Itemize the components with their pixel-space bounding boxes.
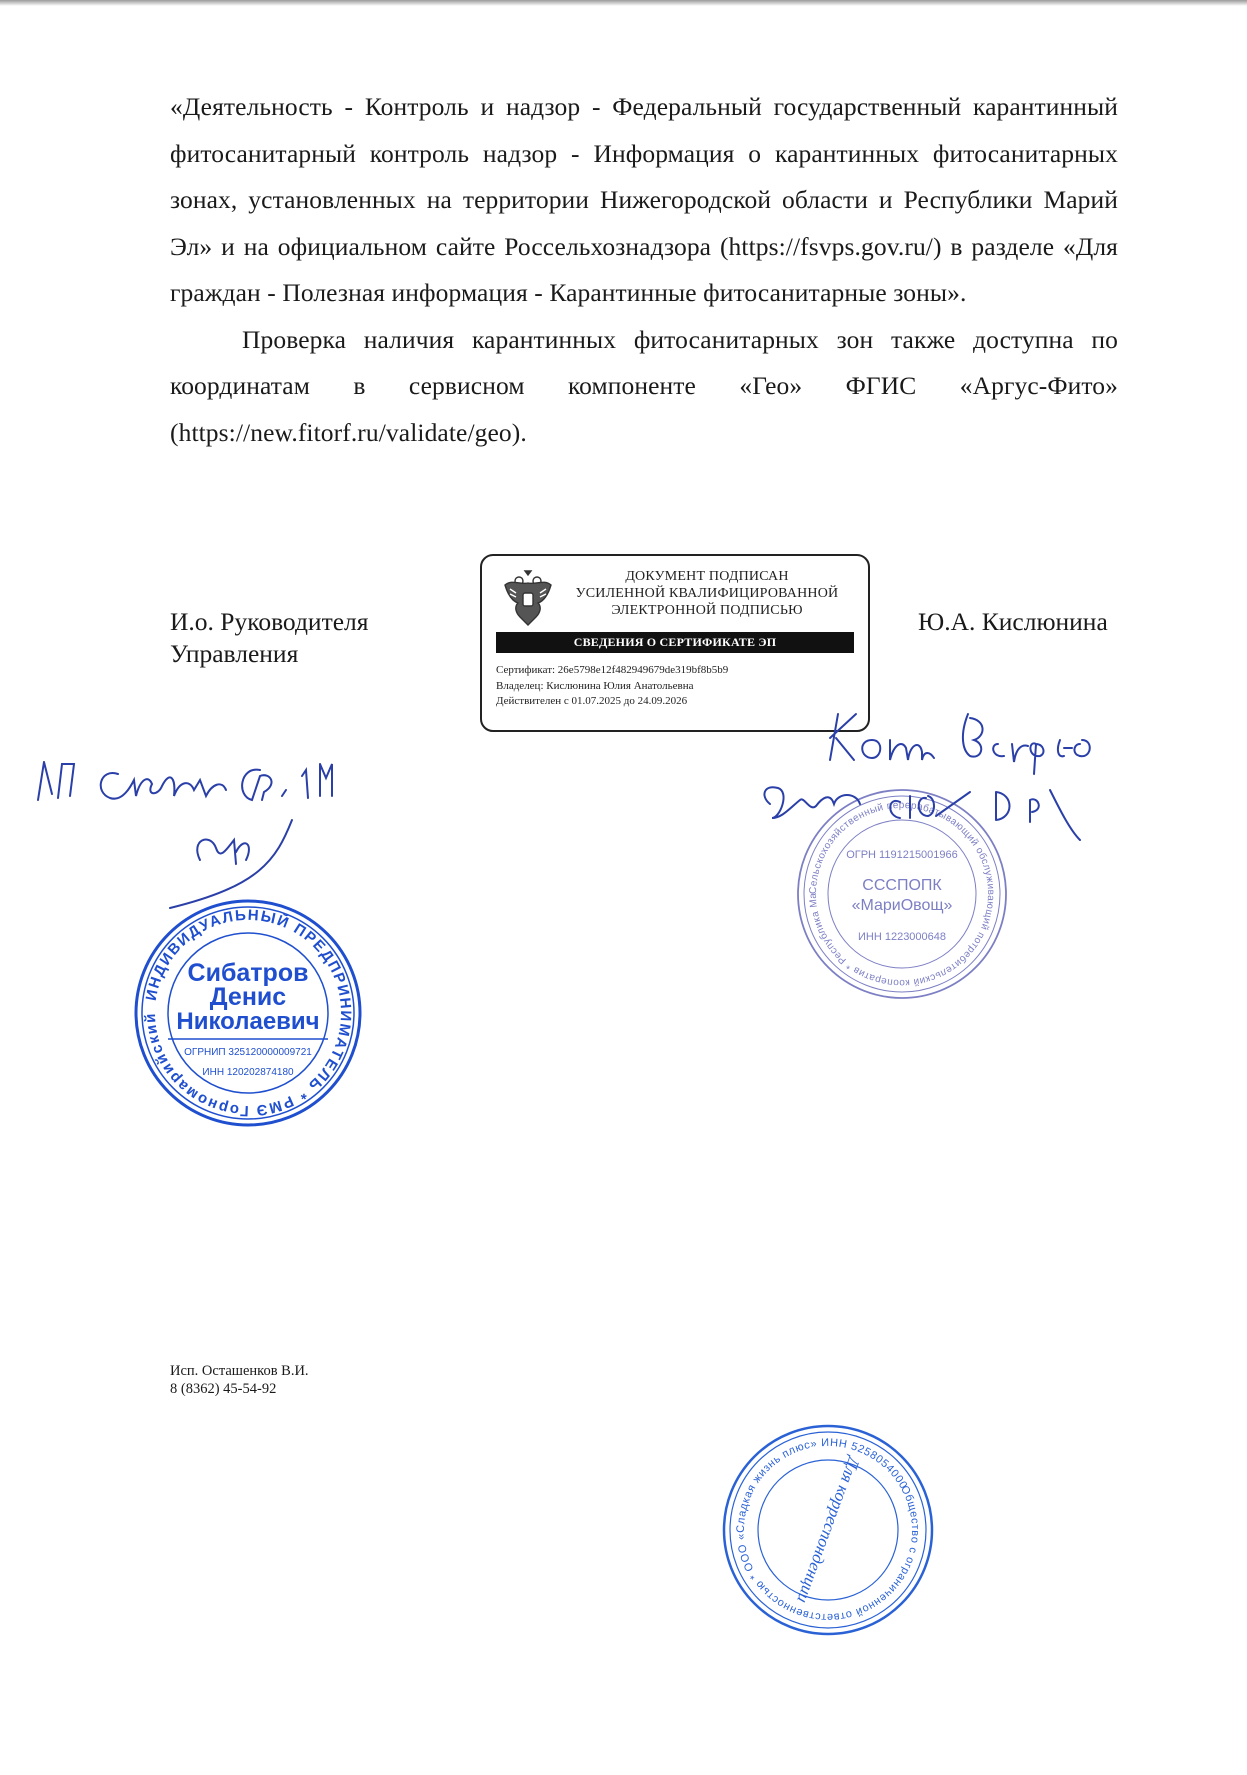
- stamp-1-ogrnip: ОГРНИП 325120000009721: [184, 1047, 312, 1058]
- executor-phone: 8 (8362) 45-54-92: [170, 1381, 277, 1397]
- certificate-owner: Владелец: Кислюнина Юлия Анатольевна: [496, 679, 694, 692]
- stamp-1-surname: Сибатров: [187, 959, 309, 987]
- stamp-3-ring-text: Общество с ограниченной ответственностью * ООО «Сладкая жизнь плюс» ИНН 5258054000 ОГРН 1055233034845 * г. Нижний Новгород *: [734, 1436, 987, 1624]
- scan-edge-shadow: [0, 0, 1247, 6]
- paragraph-sections: «Деятельность - Контроль и надзор - Федеральный государственный карантинный фитосанитарный контроль надзор - Информация о карантинных фитосанитарных зонах, установленных на территории Нижегородской области и Республики Марий Эл» и на официальном сайте Россельхознадзора (https://fsvps.gov.ru/) в разделе «Для граждан - Полезная информация - Карантинные фитосанитарные зоны».: [170, 92, 1118, 307]
- position-line-1: И.о. Руководителя: [170, 607, 369, 636]
- stamp-2-inn: ИНН 1223000648: [857, 931, 947, 943]
- signatory-name: Ю.А. Кислюнина: [918, 607, 1108, 636]
- ep-heading-line-3: ЭЛЕКТРОННОЙ ПОДПИСЬЮ: [611, 603, 803, 618]
- ep-heading-line-2: УСИЛЕННОЙ КВАЛИФИЦИРОВАННОЙ: [575, 586, 839, 601]
- stamp-2-ogrn: ОГРН 1191215001966: [846, 849, 958, 861]
- handwritten-certification: [760, 700, 1160, 860]
- signatory-position: [170, 606, 368, 670]
- stamp-3-center: Для корреспонденции: [793, 1454, 864, 1606]
- executor-name: Исп. Осташенков В.И.: [170, 1363, 309, 1379]
- executor-block: [170, 1362, 309, 1398]
- stamp-1-firstname: Денис: [209, 983, 287, 1011]
- certificate-number: Сертификат: 26e5798e12f482949679de319bf8b5b9: [496, 664, 729, 676]
- stamp-company: [718, 1420, 987, 1640]
- stamp-2-name: «МариОвощ»: [851, 897, 953, 914]
- stamp-1-ring-text: ИНДИВИДУАЛЬНЫЙ ПРЕДПРИНИМАТЕЛЬ * РМЭ Горномарийский р-н, д. Актушево: [120, 880, 355, 1120]
- stamp-entrepreneur: [120, 880, 368, 1133]
- handwritten-signature-left: [30, 740, 370, 910]
- stamp-1-patronymic: Николаевич: [176, 1008, 320, 1035]
- certificate-info-bar: СВЕДЕНИЯ О СЕРТИФИКАТЕ ЭП: [496, 632, 854, 653]
- stamp-1-inn: ИНН 120202874180: [202, 1067, 294, 1078]
- ep-heading-line-1: ДОКУМЕНТ ПОДПИСАН: [625, 569, 789, 584]
- coat-of-arms-icon: [502, 569, 554, 627]
- certificate-validity: Действителен с 01.07.2025 до 24.09.2026: [496, 695, 688, 707]
- stamp-2-title: СССПОПК: [862, 877, 942, 894]
- ep-heading: [562, 568, 852, 619]
- paragraph-geo-check: Проверка наличия карантинных фитосанитарных зон также доступна по координатам в сервисном компоненте «Гео» ФГИС «Аргус-Фито» (https://new.fitorf.ru/validate/geo).: [170, 324, 1118, 447]
- stamp-2-ring-text: Сельскохозяйственный перерабатывающий обслуживающий потребительский кооператив * Республика Марий Эл, Горномарийский район, д. Яштугпа *: [787, 776, 997, 989]
- position-line-2: Управления: [170, 639, 299, 668]
- letter-body: [170, 84, 1118, 456]
- certificate-details: [496, 663, 728, 710]
